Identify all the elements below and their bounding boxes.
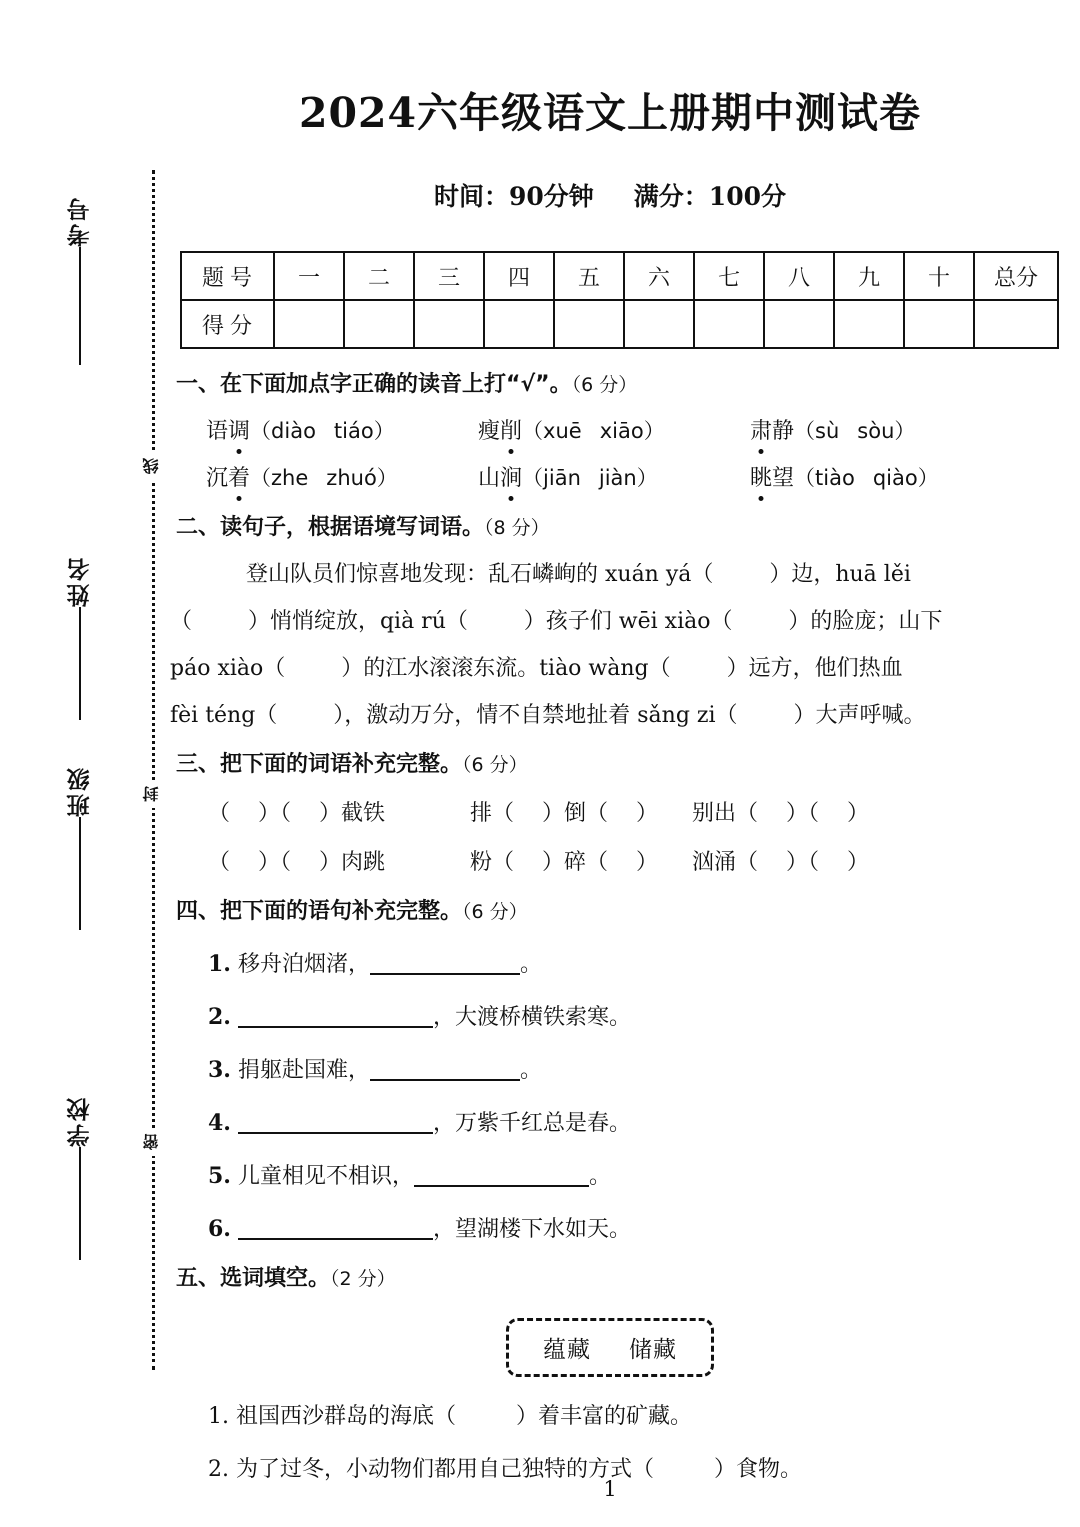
sentence-item-2[interactable] (170, 1000, 1050, 1031)
sentence-number: 4. (208, 1110, 231, 1136)
sentence-number: 6. (208, 1216, 231, 1242)
section-4-title: 把下面的语句补充完整。 (220, 899, 463, 924)
section-5-heading (176, 1261, 1050, 1292)
seal-field-label: 学校 (67, 1095, 94, 1147)
pinyin-option-b[interactable]: xiāo (599, 419, 644, 443)
pinyin-item-3[interactable] (750, 414, 1022, 445)
idiom-row-2 (170, 845, 1050, 876)
score-table-score-label: 得分 (181, 300, 274, 348)
sentence-number: 5. (208, 1163, 231, 1189)
score-cell-9[interactable] (834, 300, 904, 348)
score-table-row-label: 题号 (181, 252, 274, 300)
score-table-header-row (181, 252, 1058, 300)
section-4-score: （6 分） (462, 901, 528, 923)
word-bank-option-1[interactable]: 蕴藏 (543, 1337, 591, 1363)
pinyin-option-b[interactable]: jiàn (598, 466, 637, 490)
pinyin-char-2: 静 (772, 419, 795, 444)
choice-after: ）食物。 (714, 1457, 803, 1482)
exam-time: 时间：90分钟 (434, 182, 594, 211)
pinyin-item-2[interactable] (478, 414, 750, 445)
pinyin-row-1 (170, 414, 1050, 445)
pinyin-char-2-dotted: 削 (500, 414, 522, 445)
pinyin-option-a[interactable]: tiào (815, 466, 855, 490)
answer-blank[interactable] (414, 1161, 589, 1187)
seal-char-secret: 密 (140, 1128, 166, 1156)
section-2-number: 二、 (176, 515, 221, 540)
pinyin-char-2-dotted: 着 (228, 461, 250, 492)
score-table-col-5: 五 (554, 252, 624, 300)
pinyin-char-1-dotted: 眺 (750, 461, 772, 492)
section-2-heading (176, 510, 1050, 541)
sentence-before: 儿童相见不相识， (237, 1164, 414, 1189)
seal-char-line: 线 (140, 452, 166, 480)
word-bank-container (170, 1318, 1050, 1377)
pinyin-options[interactable]: （sù sòu） (794, 419, 916, 443)
choice-number: 2. (208, 1457, 229, 1482)
score-cell-total[interactable] (974, 300, 1058, 348)
seal-field-label: 姓名 (67, 555, 94, 607)
score-table-score-row (181, 300, 1058, 348)
section-4-heading (176, 894, 1050, 925)
sentence-number: 1. (208, 951, 231, 977)
seal-field-writeline (79, 817, 81, 930)
pinyin-option-a[interactable]: xuē (543, 419, 582, 443)
pinyin-char-2-dotted: 调 (228, 414, 250, 445)
pinyin-option-b[interactable]: sòu (857, 419, 895, 443)
pinyin-options[interactable]: （xuē xiāo） (522, 419, 665, 443)
section-5-number: 五、 (176, 1266, 221, 1291)
score-table-col-9: 九 (834, 252, 904, 300)
seal-field-writeline (79, 247, 81, 365)
pinyin-option-b[interactable]: zhuó (326, 466, 377, 490)
idiom-item-4[interactable]: （ ）（ ）肉跳 (208, 850, 385, 875)
sentence-number: 3. (208, 1057, 231, 1083)
pinyin-options[interactable]: （diào tiáo） (250, 419, 395, 443)
section-2-score: （8 分） (484, 517, 550, 539)
sentence-number: 2. (208, 1004, 231, 1030)
section-2-line-1[interactable]: 登山队员们惊喜地发现：乱石嶙峋的 xuán yá（ ）边，huā lěi (246, 562, 911, 587)
pinyin-char-2: 望 (772, 466, 795, 491)
sentence-after: ，大渡桥横铁索寒。 (432, 1005, 631, 1030)
section-2-line-2[interactable]: （ ）悄悄绽放，qià rú（ ）孩子们 wēi xiào（ ）的脸庞；山下 (170, 609, 943, 634)
seal-margin (0, 0, 170, 1527)
seal-field-writeline (79, 607, 81, 720)
page-title: 2024六年级语文上册期中测试卷 (298, 89, 922, 137)
section-2-line-4[interactable]: fèi téng（ ），激动万分，情不自禁地扯着 sǎng zi（ ）大声呼喊。 (170, 703, 926, 728)
sentence-after: ，望湖楼下水如天。 (432, 1217, 631, 1242)
idiom-item-2[interactable]: 排（ ）倒（ ） (470, 801, 658, 826)
pinyin-option-a[interactable]: zhe (271, 466, 309, 490)
section-1-heading (176, 367, 1050, 398)
score-cell-1[interactable] (274, 300, 344, 348)
choice-before: 为了过冬，小动物们都用自己独特的方式（ (236, 1457, 655, 1482)
answer-blank[interactable] (238, 1108, 433, 1134)
pinyin-char-2-dotted: 涧 (500, 461, 522, 492)
score-cell-7[interactable] (694, 300, 764, 348)
pinyin-option-a[interactable]: sù (815, 419, 840, 443)
sentence-item-1[interactable] (170, 947, 1050, 978)
score-cell-2[interactable] (344, 300, 414, 348)
word-bank-option-2[interactable]: 储藏 (629, 1337, 677, 1363)
pinyin-item-6[interactable] (750, 461, 1022, 492)
sentence-item-5[interactable] (170, 1159, 1050, 1190)
seal-field-school (34, 1095, 126, 1270)
idiom-item-6[interactable]: 汹涌（ ）（ ） (692, 850, 869, 875)
idiom-row-1 (170, 796, 1050, 827)
section-1-number: 一、 (176, 372, 221, 397)
answer-blank[interactable] (238, 1002, 433, 1028)
answer-blank[interactable] (370, 1055, 520, 1081)
section-3-score: （6 分） (462, 754, 528, 776)
seal-field-label: 考号 (67, 195, 94, 247)
choice-after: ）着丰富的矿藏。 (516, 1404, 693, 1429)
sentence-before: 移舟泊烟渚， (237, 952, 370, 977)
pinyin-item-4[interactable] (206, 461, 478, 492)
score-table (180, 251, 1059, 349)
section-2-line-3[interactable]: páo xiào（ ）的江水滚滚东流。tiào wàng（ ）远方，他们热血 (170, 656, 903, 681)
score-cell-5[interactable] (554, 300, 624, 348)
sentence-after: 。 (519, 952, 542, 977)
section-5-score: （2 分） (330, 1268, 396, 1290)
score-table-col-7: 七 (694, 252, 764, 300)
pinyin-option-b[interactable]: tiáo (333, 419, 374, 443)
answer-blank[interactable] (370, 949, 520, 975)
score-table-col-3: 三 (414, 252, 484, 300)
section-3-heading (176, 747, 1050, 778)
score-table-col-1: 一 (274, 252, 344, 300)
choice-before: 祖国西沙群岛的海底（ (236, 1404, 457, 1429)
sentence-after: 。 (519, 1058, 542, 1083)
idiom-item-1[interactable]: （ ）（ ）截铁 (208, 801, 385, 826)
score-cell-3[interactable] (414, 300, 484, 348)
pinyin-option-a[interactable]: jiān (543, 466, 581, 490)
pinyin-options[interactable]: （tiào qiào） (794, 466, 939, 490)
sentence-after: ，万紫千红总是春。 (432, 1111, 631, 1136)
section-4-number: 四、 (176, 899, 221, 924)
seal-dotted-line (152, 170, 155, 1370)
pinyin-item-1[interactable] (206, 414, 478, 445)
sentence-after: 。 (588, 1164, 611, 1189)
choice-item-1[interactable] (170, 1399, 1050, 1430)
seal-field-exam-number (34, 195, 126, 375)
answer-blank[interactable] (238, 1214, 433, 1240)
pinyin-option-b[interactable]: qiào (872, 466, 918, 490)
pinyin-char-1: 语 (206, 419, 229, 444)
section-2-title: 读句子，根据语境写词语。 (220, 515, 485, 540)
exam-sheet (170, 0, 1050, 1527)
sentence-item-3[interactable] (170, 1053, 1050, 1084)
section-1-title: 在下面加点字正确的读音上打“√”。 (220, 372, 572, 397)
pinyin-options[interactable]: （jiān jiàn） (522, 466, 658, 490)
exam-full-score: 满分：100分 (633, 182, 786, 211)
pinyin-char-1: 瘦 (478, 419, 501, 444)
score-table-col-10: 十 (904, 252, 974, 300)
idiom-item-3[interactable]: 别出（ ）（ ） (692, 801, 869, 826)
page-number: 1 (603, 1477, 617, 1501)
sentence-item-4[interactable] (170, 1106, 1050, 1137)
sentence-item-6[interactable] (170, 1212, 1050, 1243)
pinyin-char-1-dotted: 肃 (750, 414, 772, 445)
pinyin-option-a[interactable]: diào (271, 419, 316, 443)
seal-field-name (34, 555, 126, 730)
score-cell-6[interactable] (624, 300, 694, 348)
section-1-score: （6 分） (571, 374, 638, 396)
pinyin-options[interactable]: （zhe zhuó） (250, 466, 398, 490)
idiom-item-5[interactable]: 粉（ ）碎（ ） (470, 850, 658, 875)
sentence-before: 捐躯赴国难， (237, 1058, 370, 1083)
section-5-title: 选词填空。 (220, 1266, 331, 1291)
word-bank (506, 1318, 714, 1377)
score-table-col-2: 二 (344, 252, 414, 300)
score-table-total-label: 总分 (974, 252, 1058, 300)
pinyin-char-1: 沉 (206, 466, 229, 491)
seal-field-writeline (79, 1147, 81, 1260)
seal-field-class (34, 765, 126, 940)
score-table-col-4: 四 (484, 252, 554, 300)
pinyin-char-1: 山 (478, 466, 501, 491)
seal-char-seal: 封 (140, 780, 166, 808)
section-3-title: 把下面的词语补充完整。 (220, 752, 463, 777)
score-table-col-6: 六 (624, 252, 694, 300)
pinyin-row-2 (170, 461, 1050, 492)
section-3-number: 三、 (176, 752, 221, 777)
score-cell-8[interactable] (764, 300, 834, 348)
seal-field-label: 班级 (67, 765, 94, 817)
exam-meta (170, 177, 1050, 213)
score-cell-10[interactable] (904, 300, 974, 348)
score-cell-4[interactable] (484, 300, 554, 348)
choice-number: 1. (208, 1404, 229, 1429)
pinyin-item-5[interactable] (478, 461, 750, 492)
score-table-col-8: 八 (764, 252, 834, 300)
